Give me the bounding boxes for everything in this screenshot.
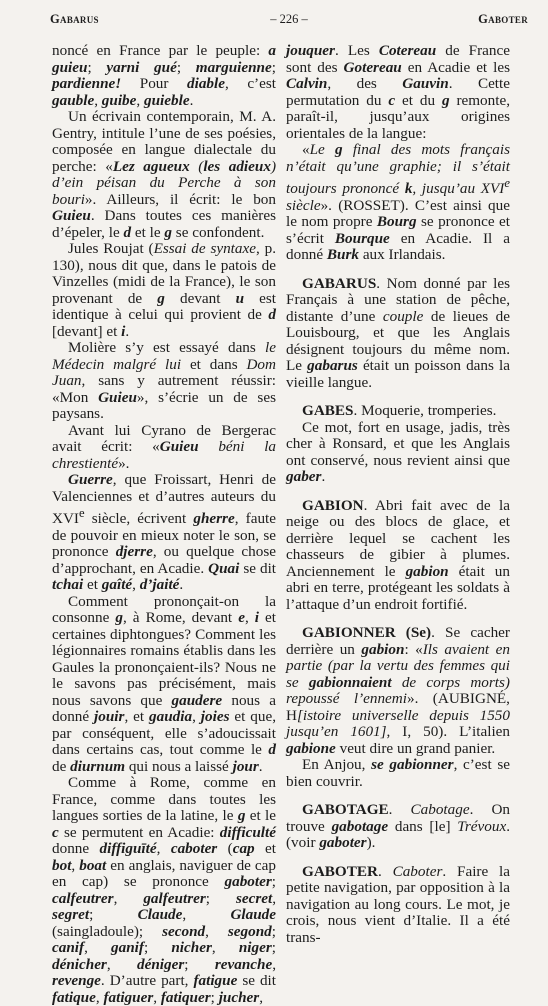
paragraph: En Anjou, se gabionner, c’est se bien couvrir. (286, 756, 510, 790)
dictionary-entry: GABES. Moquerie, tromperies. (302, 402, 497, 420)
header-right-guideword: Gaboter (478, 12, 528, 26)
page-number: – 226 – (270, 12, 308, 26)
paragraph: Comme à Rome, comme en France, comme dans toutes les langues sorties de la latine, le g et le c se permutent en Acadie: difficulté donne diffiguīté, caboter (cap et bot, boat en anglais, naviguer de cap en cap) se prononce gaboter; calfeutrer, galfeutrer; secret, segret; Claude, Glaude (saingladoule); second, segond; canif, ganif; nicher, niger; dénicher, déniger; revanche, revenge. D’autre part, fatigue se dit fatique, fatiguer, fatiquer; jucher, (52, 774, 277, 1006)
paragraph: Avant lui Cyrano de Bergerac avait écrit: «Guieu béni la chrestienté». (52, 421, 277, 472)
paragraph: Comment prononçait-on la consonne g, à Rome, devant e, i et certaines diphtongues? Comment les légionnaires romains établis dans les Gaules la prononçaient-ils? Nous ne le savons pas précisément, mais nous savons que gaudere nous a donné jouir, et gaudia, joies et que, par conséquent, elle s’adoucissait dans certains cas, tout comme le d de diurnum qui nous a laissé jour. (52, 592, 277, 775)
paragraph: Molière s’y est essayé dans le Médecin malgré lui et dans Dom Juan, sans y autrement réussir: «Mon Guieu», s’écrie un de ses paysans. (52, 339, 276, 422)
paragraph: Guerre, que Froissart, Henri de Valenciennes et d’autres auteurs du XVIe siècle, écrivent gherre, faute de pouvoir en mieux noter le son, se prononce djerre, ou quelque chose d’approchant, en Acadie. Quai se dit tchai et gaîté, d’jaité. (52, 471, 277, 594)
dictionary-entry: GABOTAGE. Cabotage. On trouve gabotage dans [le] Trévoux. (voir gaboter). (286, 801, 511, 852)
continued-paragraph: noncé en France par le peuple: a guieu; yarni gué; marguienne; pardienne! Pour diable, c’est gauble, guibe, guieble. (52, 42, 276, 109)
dictionary-entry: GABARUS. Nom donné par les Français à une station de pêche, distante d’une couple de lieues de Louisbourg, et que les Anglais désignent toujours du même nom. Le gabarus était un poisson dans la vieille langue. (286, 274, 510, 391)
paragraph: Un écrivain contemporain, M. A. Gentry, intitule l’une de ses poésies, composée en langue dialectale du perche: «Lez agueux (les adieux) d’ein péisan du Perche à son bouri». Ailleurs, il écrit: le bon Guieu. Dans toutes ces manières d’épeler, le d et le g se confondent. (52, 108, 276, 241)
header-left-guideword: Gabarus (50, 12, 99, 26)
dictionary-entry: GABIONNER (Se). Se cacher derrière un gabion: «Ils avaient en partie (par la vertu des femmes qui se gabionnaient de corps morts) repoussé l’ennemi». (AUBIGNÉ, H[istoire universelle depuis 1550 jusqu’en 1601], I, 50). L’italien gabione veut dire un grand panier. (286, 624, 510, 757)
paragraph: Jules Roujat (Essai de syntaxe, p. 130), nous dit que, dans le patois de Vinzelles (midi de la France), le son provenant de g devant u est identique à celui qui provient de d [devant] et i. (52, 240, 277, 340)
dictionary-entry: GABION. Abri fait avec de la neige ou des blocs de glace, et derrière lequel se cachent les chasseurs de gibier à plumes. Anciennement le gabion était un abri en terre, protégeant les soldats à l’attaque d’un endroit fortifié. (286, 496, 510, 613)
right-column (286, 43, 510, 946)
paragraph: «Le g final des mots français n’était qu’une graphie; il s’était toujours prononcé k, jusqu’au XVIe siècle». (ROSSET). C’est ainsi que le nom propre Bourg se prononce et s’écrit Bourque en Acadie. Il a donné Burk aux Irlandais. (286, 141, 511, 264)
running-header (50, 12, 528, 30)
left-column (52, 43, 276, 1006)
paragraph: Ce mot, fort en usage, jadis, très cher à Ronsard, et que les Anglais ont conservé, nous revient ainsi que gaber. (286, 418, 510, 486)
dictionary-entry: GABOTER. Caboter. Faire la petite navigation, par opposition à la navigation au long cours. Le mot, je crois, nous vient d’Italie. Il a été trans- (286, 862, 510, 946)
continued-paragraph: jouquer. Les Cotereau de France sont des Gotereau en Acadie et les Calvin, des Gauvin. Cette permutation du c et du g remonte, paraît-il, jusqu’aux origines orientales de la langue: (286, 42, 510, 142)
